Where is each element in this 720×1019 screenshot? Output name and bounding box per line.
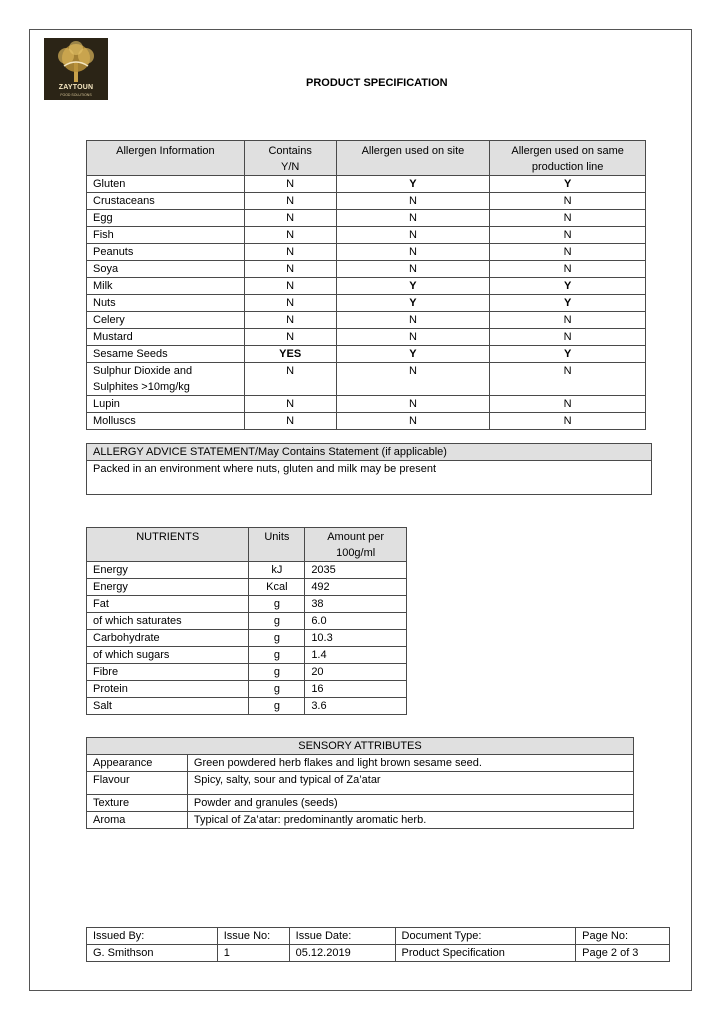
nutrient-unit: kJ [249,562,305,579]
sensory-attribute-name: Texture [87,795,188,812]
header-contains [244,141,336,176]
allergen-name: Molluscs [87,413,245,430]
nutrient-row [87,664,407,681]
nutrient-unit: g [249,664,305,681]
allergen-used-on-site: N [336,261,490,278]
nutrient-name: Protein [87,681,249,698]
allergen-contains: N [244,244,336,261]
header-allergen-information: Allergen Information [87,141,245,176]
allergen-used-on-site: Y [336,295,490,312]
allergy-advice-table [86,443,652,495]
nutrient-unit: Kcal [249,579,305,596]
allergen-name: Sesame Seeds [87,346,245,363]
nutrient-row [87,698,407,715]
nutrient-name: of which saturates [87,613,249,630]
allergen-header-row [87,141,646,176]
nutrient-name: Energy [87,579,249,596]
allergen-used-on-site: N [336,396,490,413]
footer-label-page-no: Page No: [576,928,670,945]
sensory-attribute-value: Powder and granules (seeds) [187,795,633,812]
nutrients-header-row [87,528,407,562]
allergen-row [87,193,646,210]
company-logo [44,38,108,100]
header-contains-line2: Y/N [280,161,300,173]
sensory-attribute-value: Typical of Za’atar: predominantly aromatic herb. [187,812,633,829]
allergen-row [87,396,646,413]
allergen-name: Celery [87,312,245,329]
allergen-name: Crustaceans [87,193,245,210]
document-footer-table [86,927,670,962]
allergen-used-on-line: N [490,396,646,413]
nutrient-unit: g [249,630,305,647]
allergen-name: Peanuts [87,244,245,261]
allergen-name: Mustard [87,329,245,346]
allergen-used-on-line: N [490,227,646,244]
allergen-used-on-site: N [336,329,490,346]
sensory-attribute-value: Spicy, salty, sour and typical of Za’atar [187,772,633,795]
nutrient-name: Fibre [87,664,249,681]
nutrient-amount: 1.4 [305,647,407,664]
sensory-table [86,737,634,829]
nutrient-row [87,596,407,613]
nutrient-name: Fat [87,596,249,613]
nutrient-unit: g [249,698,305,715]
allergen-name: Fish [87,227,245,244]
allergen-used-on-site: N [336,210,490,227]
nutrient-row [87,562,407,579]
footer-value-issued-by: G. Smithson [87,945,218,962]
nutrient-unit: g [249,647,305,664]
footer-label-issue-no: Issue No: [217,928,289,945]
footer-label-document-type: Document Type: [395,928,576,945]
nutrient-amount: 10.3 [305,630,407,647]
allergen-contains: N [244,413,336,430]
allergen-used-on-site: N [336,193,490,210]
allergen-row [87,210,646,227]
header-used-on-site: Allergen used on site [336,141,490,176]
footer-labels-row [87,928,670,945]
nutrient-amount: 492 [305,579,407,596]
footer-label-issue-date: Issue Date: [289,928,395,945]
allergen-used-on-line: N [490,193,646,210]
allergen-table [86,140,646,430]
allergen-contains: N [244,295,336,312]
sensory-row [87,795,634,812]
nutrients-table [86,527,407,715]
sensory-attribute-name: Aroma [87,812,188,829]
header-used-on-line [490,141,646,176]
allergen-used-on-line: N [490,413,646,430]
nutrient-row [87,630,407,647]
allergen-contains: N [244,312,336,329]
nutrient-unit: g [249,613,305,630]
footer-value-issue-date: 05.12.2019 [289,945,395,962]
allergen-row [87,346,646,363]
nutrient-amount: 2035 [305,562,407,579]
nutrient-amount: 6.0 [305,613,407,630]
logo-subtext: FOOD SOLUTIONS [60,93,92,97]
nutrient-row [87,579,407,596]
nutrient-amount: 38 [305,596,407,613]
allergen-used-on-site: N [336,312,490,329]
nutrient-amount: 20 [305,664,407,681]
sensory-attribute-name: Flavour [87,772,188,795]
nutrient-name: of which sugars [87,647,249,664]
nutrient-name: Carbohydrate [87,630,249,647]
allergen-contains: N [244,176,336,193]
allergen-contains: N [244,278,336,295]
allergen-used-on-line: N [490,329,646,346]
allergen-row [87,278,646,295]
allergen-contains: N [244,193,336,210]
allergen-contains: N [244,396,336,413]
allergen-name: Milk [87,278,245,295]
nutrient-row [87,681,407,698]
allergen-row [87,176,646,193]
allergen-used-on-line: N [490,244,646,261]
footer-value-document-type: Product Specification [395,945,576,962]
allergen-used-on-line: Y [490,176,646,193]
nutrient-name: Energy [87,562,249,579]
allergen-row [87,295,646,312]
sensory-row [87,772,634,795]
allergen-used-on-line: N [490,312,646,329]
allergen-used-on-line: N [490,210,646,227]
header-line-1: Allergen used on same [511,145,624,157]
allergen-contains: N [244,261,336,278]
nutrient-amount: 16 [305,681,407,698]
footer-value-page-no: Page 2 of 3 [576,945,670,962]
allergen-contains: N [244,227,336,244]
allergen-name: Sulphur Dioxide and Sulphites >10mg/kg [87,363,245,396]
allergen-row [87,363,646,396]
footer-value-issue-no: 1 [217,945,289,962]
allergen-used-on-line: Y [490,295,646,312]
logo-text: ZAYTOUN [58,84,94,91]
allergen-row [87,413,646,430]
allergen-row [87,244,646,261]
page-title: PRODUCT SPECIFICATION [306,77,448,89]
nutrient-row [87,647,407,664]
footer-label-issued-by: Issued By: [87,928,218,945]
allergen-name: Gluten [87,176,245,193]
sensory-attribute-name: Appearance [87,755,188,772]
allergen-used-on-line: Y [490,346,646,363]
allergen-used-on-line: N [490,363,646,396]
allergen-used-on-line: N [490,261,646,278]
allergen-name: Soya [87,261,245,278]
allergen-contains: N [244,363,336,396]
footer-values-row [87,945,670,962]
header-amount-line1: Amount per [327,531,385,543]
allergen-contains: N [244,329,336,346]
sensory-header: SENSORY ATTRIBUTES [87,738,634,755]
nutrient-unit: g [249,596,305,613]
nutrient-unit: g [249,681,305,698]
allergy-advice-text: Packed in an environment where nuts, gluten and milk may be present [87,461,652,495]
allergen-row [87,261,646,278]
nutrient-amount: 3.6 [305,698,407,715]
allergen-row [87,227,646,244]
nutrient-name: Salt [87,698,249,715]
sensory-row [87,755,634,772]
allergen-name: Lupin [87,396,245,413]
allergen-used-on-site: Y [336,346,490,363]
header-contains-line1: Contains [268,145,312,157]
allergen-used-on-site: Y [336,176,490,193]
allergen-name: Egg [87,210,245,227]
header-amount [305,528,407,562]
allergy-advice-header: ALLERGY ADVICE STATEMENT/May Contains Statement (if applicable) [87,444,652,461]
header-units: Units [249,528,305,562]
allergen-used-on-site: N [336,363,490,396]
sensory-row [87,812,634,829]
allergen-used-on-site: Y [336,278,490,295]
header-line-2: production line [531,161,604,173]
allergen-row [87,312,646,329]
header-amount-line2: 100g/ml [336,547,376,559]
allergen-used-on-site: N [336,413,490,430]
allergen-used-on-site: N [336,244,490,261]
allergen-used-on-line: Y [490,278,646,295]
nutrient-row [87,613,407,630]
allergen-used-on-site: N [336,227,490,244]
header-nutrients: NUTRIENTS [87,528,249,562]
allergen-row [87,329,646,346]
allergen-contains: N [244,210,336,227]
allergen-name: Nuts [87,295,245,312]
allergen-contains: YES [244,346,336,363]
sensory-attribute-value: Green powdered herb flakes and light brown sesame seed. [187,755,633,772]
